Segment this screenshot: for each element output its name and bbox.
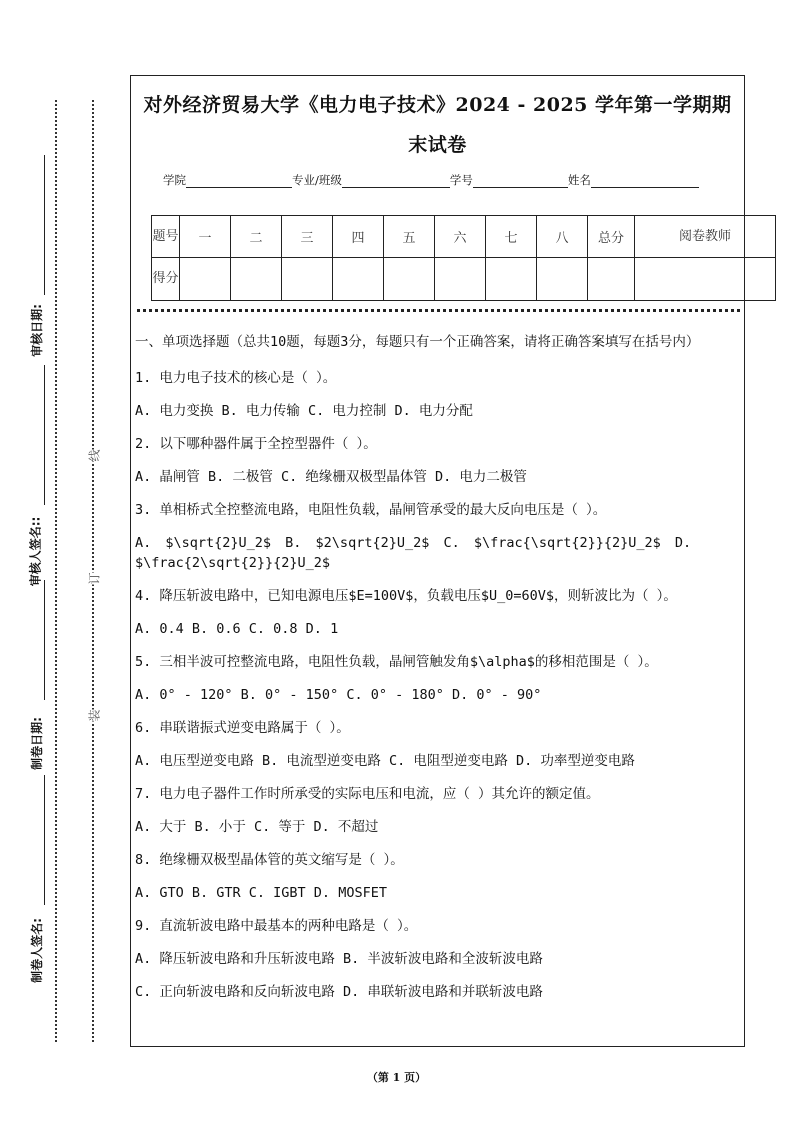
score-cell[interactable] <box>537 258 588 301</box>
question-number-header: 题号 <box>152 216 180 258</box>
question-options: A. GTO B. GTR C. IGBT D. MOSFET <box>135 885 387 901</box>
name-label: 姓名 <box>567 173 591 187</box>
maker-sign-label: 制卷人签名: <box>29 918 44 983</box>
college-field[interactable] <box>186 173 292 188</box>
score-column-header: 五 <box>384 216 435 258</box>
college-label: 学院 <box>163 173 186 187</box>
score-table <box>151 215 776 301</box>
binding-mark-pack: 装 <box>87 709 102 722</box>
question-text: 8. 绝缘栅双极型晶体管的英文缩写是（ ）。 <box>135 852 404 868</box>
section-heading: 一、单项选择题（总共10题，每题3分，每题只有一个正确答案，请将正确答案填写在括号内） <box>135 334 700 350</box>
question-options: A. 电力变换 B. 电力传输 C. 电力控制 D. 电力分配 <box>135 403 473 419</box>
question-text: 7. 电力电子器件工作时所承受的实际电压和电流，应（ ）其允许的额定值。 <box>135 786 600 802</box>
page-number: （第 1 页） <box>366 1071 427 1084</box>
question-text: 3. 单相桥式全控整流电路，电阻性负载，晶闸管承受的最大反向电压是（ ）。 <box>135 502 607 518</box>
score-cell[interactable] <box>231 258 282 301</box>
review-date-label: 审核日期: <box>29 304 44 357</box>
major-class-field[interactable] <box>342 173 450 188</box>
question-options: A. 0° - 120° B. 0° - 150° C. 0° - 180° D. 0° - 90° <box>135 687 542 703</box>
binding-mark-line: 线 <box>87 449 102 462</box>
score-column-header: 阅卷教师 <box>635 216 776 258</box>
question-list <box>135 368 745 1002</box>
score-row-header: 得分 <box>152 258 180 301</box>
question-text: 9. 直流斩波电路中最基本的两种电路是（ ）。 <box>135 918 418 934</box>
score-cell[interactable] <box>588 258 635 301</box>
name-field[interactable] <box>591 173 699 188</box>
score-column-header: 三 <box>282 216 333 258</box>
exam-body <box>135 332 745 1015</box>
question-text: 6. 串联谐振式逆变电路属于（ ）。 <box>135 720 350 736</box>
question-options: A. 0.4 B. 0.6 C. 0.8 D. 1 <box>135 621 339 637</box>
binding-mark-bind: 订 <box>87 572 102 585</box>
score-cell[interactable] <box>384 258 435 301</box>
question-options: A. 降压斩波电路和升压斩波电路 B. 半波斩波电路和全波斩波电路 <box>135 951 543 967</box>
make-date-line <box>44 580 45 700</box>
score-cell[interactable] <box>635 258 776 301</box>
score-column-header: 七 <box>486 216 537 258</box>
score-cell[interactable] <box>486 258 537 301</box>
score-column-header: 六 <box>435 216 486 258</box>
score-cell[interactable] <box>333 258 384 301</box>
score-column-header: 四 <box>333 216 384 258</box>
question-options: A. 电压型逆变电路 B. 电流型逆变电路 C. 电阻型逆变电路 D. 功率型逆变电路 <box>135 753 635 769</box>
maker-sign-line <box>44 775 45 905</box>
question-text: 5. 三相半波可控整流电路，电阻性负载，晶闸管触发角$\alpha$的移相范围是（ ）。 <box>135 654 658 670</box>
score-column-header: 二 <box>231 216 282 258</box>
score-column-header: 总分 <box>588 216 635 258</box>
major-class-label: 专业/班级 <box>292 173 342 187</box>
question-text: 2. 以下哪种器件属于全控型器件（ ）。 <box>135 436 377 452</box>
score-cell[interactable] <box>435 258 486 301</box>
score-cell[interactable] <box>282 258 333 301</box>
question-text: 4. 降压斩波电路中，已知电源电压$E=100V$，负载电压$U_0=60V$，则斩波比为（ ）。 <box>135 588 677 604</box>
exam-title: 对外经济贸易大学《电力电子技术》2024 - 2025 学年第一学期期 <box>143 94 732 116</box>
question-options: A. 大于 B. 小于 C. 等于 D. 不超过 <box>135 819 379 835</box>
review-date-line <box>44 155 45 295</box>
exam-title-line2: 末试卷 <box>408 134 467 156</box>
score-column-header: 八 <box>537 216 588 258</box>
student-info-row <box>163 172 699 188</box>
reviewer-sign-label: 审核人签名:: <box>28 516 43 587</box>
binding-dotted-line-outer <box>55 100 57 1042</box>
question-text: 1. 电力电子技术的核心是（ ）。 <box>135 370 337 386</box>
make-date-label: 制卷日期: <box>29 717 44 770</box>
binding-dotted-line-inner <box>92 100 94 1042</box>
score-column-header: 一 <box>180 216 231 258</box>
question-options: C. 正向斩波电路和反向斩波电路 D. 串联斩波电路和并联斩波电路 <box>135 984 543 1000</box>
seal-dotted-divider <box>137 309 740 312</box>
student-id-label: 学号 <box>449 173 473 187</box>
question-options: A. $\sqrt{2}U_2$ B. $2\sqrt{2}U_2$ C. $\frac{\sqrt{2}}{2}U_2$ D. $\frac{2\sqrt{2}}{2}U_2$ <box>135 535 692 571</box>
student-id-field[interactable] <box>473 173 568 188</box>
score-cell[interactable] <box>180 258 231 301</box>
reviewer-sign-line <box>44 365 45 505</box>
question-options: A. 晶闸管 B. 二极管 C. 绝缘栅双极型晶体管 D. 电力二极管 <box>135 469 527 485</box>
